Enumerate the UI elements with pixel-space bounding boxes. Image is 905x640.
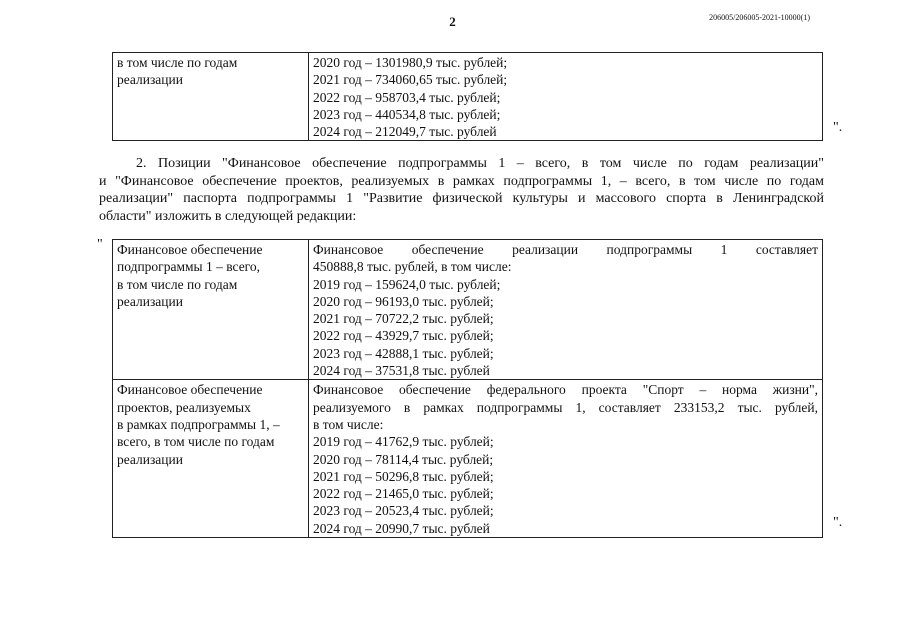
document-id: 206005/206005-2021-10000(1) — [709, 13, 810, 22]
cell-line: реализации — [117, 72, 183, 88]
paragraph-line: области" изложить в следующей редакции: — [99, 208, 357, 224]
paragraph-line: реализации" паспорта подпрограммы 1 "Развитие физической культуры и массового спорта в Ленинградской — [99, 191, 824, 207]
opening-quote: " — [97, 237, 103, 252]
cell-line: реализации — [117, 451, 183, 467]
table-cell-values — [309, 240, 823, 380]
page-number: 2 — [449, 14, 456, 29]
year-amount: 2022 год – 958703,4 тыс. рублей; — [313, 89, 501, 105]
table-row — [113, 380, 823, 538]
year-amount: 2019 год – 159624,0 тыс. рублей; — [313, 276, 501, 292]
cell-line: Финансовое обеспечение реализации подпрограммы 1 составляет — [313, 242, 818, 257]
year-amount: 2020 год – 1301980,9 тыс. рублей; — [313, 55, 508, 70]
year-amount: 2024 год – 37531,8 тыс. рублей — [313, 363, 490, 379]
year-amount: 2021 год – 70722,2 тыс. рублей; — [313, 311, 494, 327]
year-amount: 2020 год – 96193,0 тыс. рублей; — [313, 293, 494, 309]
cell-line: в том числе по годам — [117, 276, 238, 292]
year-amount: 2022 год – 21465,0 тыс. рублей; — [313, 486, 494, 502]
cell-line: в том числе по годам — [117, 55, 238, 70]
cell-line: проектов, реализуемых — [117, 399, 251, 415]
funding-table-continuation — [112, 52, 823, 141]
body-paragraph — [99, 155, 824, 225]
year-amount: 2024 год – 20990,7 тыс. рублей — [313, 520, 490, 536]
year-amount: 2020 год – 78114,4 тыс. рублей; — [313, 451, 494, 467]
table-cell-values — [309, 53, 823, 141]
year-amount: 2021 год – 734060,65 тыс. рублей; — [313, 72, 508, 88]
cell-line: в том числе: — [313, 416, 384, 432]
cell-line: 450888,8 тыс. рублей, в том числе: — [313, 259, 512, 275]
table-cell-label — [113, 240, 309, 380]
cell-line: реализации — [117, 293, 183, 309]
year-amount: 2024 год – 212049,7 тыс. рублей — [313, 124, 497, 140]
cell-line: реализуемого в рамках подпрограммы 1, составляет 233153,2 тыс. рублей, — [313, 399, 818, 415]
table-cell-label — [113, 53, 309, 141]
year-amount: 2023 год – 20523,4 тыс. рублей; — [313, 503, 494, 519]
year-amount: 2022 год – 43929,7 тыс. рублей; — [313, 328, 494, 344]
table-cell-values — [309, 380, 823, 538]
table-row — [113, 240, 823, 380]
cell-line: в рамках подпрограммы 1, – — [117, 416, 280, 432]
cell-line: подпрограммы 1 – всего, — [117, 259, 261, 275]
year-amount: 2023 год – 440534,8 тыс. рублей; — [313, 106, 501, 122]
funding-table-new-edition — [112, 239, 823, 538]
cell-line: Финансовое обеспечение — [117, 242, 263, 257]
year-amount: 2021 год – 50296,8 тыс. рублей; — [313, 468, 494, 484]
cell-line: Финансовое обеспечение федерального проекта "Спорт – норма жизни", — [313, 382, 818, 398]
paragraph-line: 2. Позиции "Финансовое обеспечение подпрограммы 1 – всего, в том числе по годам реализации" — [136, 156, 824, 171]
table-cell-label — [113, 380, 309, 538]
year-amount: 2023 год – 42888,1 тыс. рублей; — [313, 345, 494, 361]
closing-quote: ". — [833, 120, 843, 135]
closing-quote: ". — [833, 515, 843, 530]
table-row — [113, 53, 823, 141]
year-amount: 2019 год – 41762,9 тыс. рублей; — [313, 434, 494, 450]
paragraph-line: и "Финансовое обеспечение проектов, реализуемых в рамках подпрограммы 1, – всего, в том числе по годам — [99, 173, 824, 189]
cell-line: всего, в том числе по годам — [117, 434, 275, 450]
cell-line: Финансовое обеспечение — [117, 382, 263, 398]
